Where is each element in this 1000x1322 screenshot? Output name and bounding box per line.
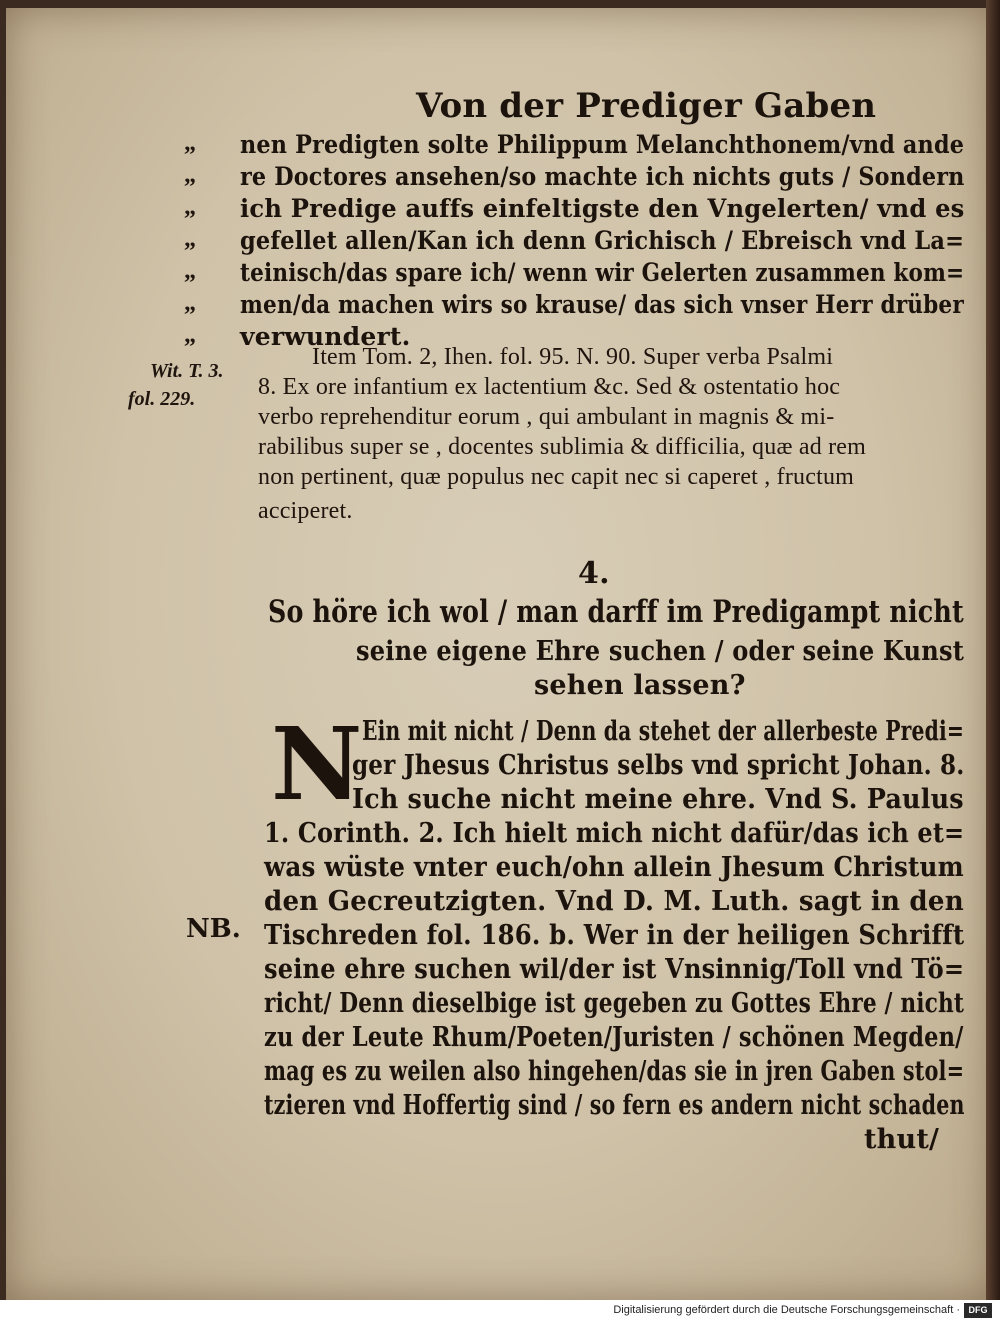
latin-line: rabilibus super se , docentes sublimia & difficilia, quæ ad rem <box>258 434 867 460</box>
section-number: 4. <box>578 556 610 591</box>
quote-mark: „ <box>184 130 196 156</box>
quote-mark: „ <box>184 258 196 284</box>
question-heading-line: sehen lassen? <box>534 670 746 701</box>
footer-credit: Digitalisierung gefördert durch die Deutsche Forschungsgemeinschaft · <box>613 1304 960 1316</box>
text-line: tzieren vnd Hoffertig sind / so fern es andern nicht schaden <box>264 1090 965 1121</box>
book-spine-edge <box>986 0 1000 1300</box>
question-heading-line: seine eigene Ehre suchen / oder seine Kunst <box>356 636 965 667</box>
book-page <box>6 8 992 1300</box>
text-line: den Gecreutzigten. Vnd D. M. Luth. sagt in den <box>264 886 964 917</box>
text-line: nen Predigten solte Philippum Melanchthonem/vnd ande <box>240 130 965 159</box>
text-line: zu der Leute Rhum/Poeten/Juristen / schönen Megden/ <box>264 1022 964 1053</box>
text-line: ich Predige auffs einfeltigste den Vngelerten/ vnd es <box>240 194 965 223</box>
text-line: was wüste vnter euch/ohn allein Jhesum Christum <box>264 852 964 883</box>
margin-reference: fol. 229. <box>128 388 196 410</box>
text-line: richt/ Denn dieselbige ist gegeben zu Gottes Ehre / nicht <box>264 988 965 1019</box>
text-line: men/da machen wirs so krause/ das sich vnser Herr drüber <box>240 290 964 319</box>
text-line: seine ehre suchen wil/der ist Vnsinnig/Toll vnd Tö= <box>264 954 965 985</box>
latin-line: Item Tom. 2, Ihen. fol. 95. N. 90. Super verba Psalmi <box>312 344 834 370</box>
text-line: 1. Corinth. 2. Ich hielt mich nicht dafür/das ich et= <box>264 818 965 849</box>
footer-bar <box>0 1300 1000 1322</box>
quote-mark: „ <box>184 290 196 316</box>
text-line: gefellet allen/Kan ich denn Grichisch / Ebreisch vnd La= <box>240 226 965 255</box>
text-line: Ich suche nicht meine ehre. Vnd S. Paulus <box>352 784 964 815</box>
text-line: verwundert. <box>240 322 411 351</box>
quote-mark: „ <box>184 194 196 220</box>
quote-mark: „ <box>184 322 196 348</box>
text-line: re Doctores ansehen/so machte ich nichts guts / Sondern <box>240 162 965 191</box>
latin-line: 8. Ex ore infantium ex lactentium &c. Sed & ostentatio hoc <box>258 374 841 400</box>
quote-mark: „ <box>184 226 196 252</box>
text-line: Tischreden fol. 186. b. Wer in der heiligen Schrifft <box>264 920 965 951</box>
latin-line: non pertinent, quæ populus nec capit nec si caperet , fructum <box>258 464 855 490</box>
margin-nota-bene: NB. <box>186 914 241 944</box>
text-line: mag es zu weilen also hingehen/das sie in jren Gaben stol= <box>264 1056 965 1087</box>
margin-reference: Wit. T. 3. <box>150 360 224 382</box>
catchword: thut/ <box>864 1124 940 1155</box>
quote-mark: „ <box>184 162 196 188</box>
text-line: ger Jhesus Christus selbs vnd spricht Johan. 8. <box>352 750 965 781</box>
text-line: teinisch/das spare ich/ wenn wir Gelerten zusammen kom= <box>240 258 965 287</box>
drop-cap-initial: N <box>271 705 363 823</box>
latin-line: acciperet. <box>258 498 353 524</box>
dfg-logo: DFG <box>964 1303 992 1318</box>
latin-line: verbo reprehenditur eorum , qui ambulant in magnis & mi- <box>258 404 835 430</box>
question-heading-line: So höre ich wol / man darff im Predigampt nicht <box>268 594 964 630</box>
text-line: Ein mit nicht / Denn da stehet der allerbeste Predi= <box>362 716 965 747</box>
running-head: Von der Prediger Gaben <box>416 86 877 126</box>
